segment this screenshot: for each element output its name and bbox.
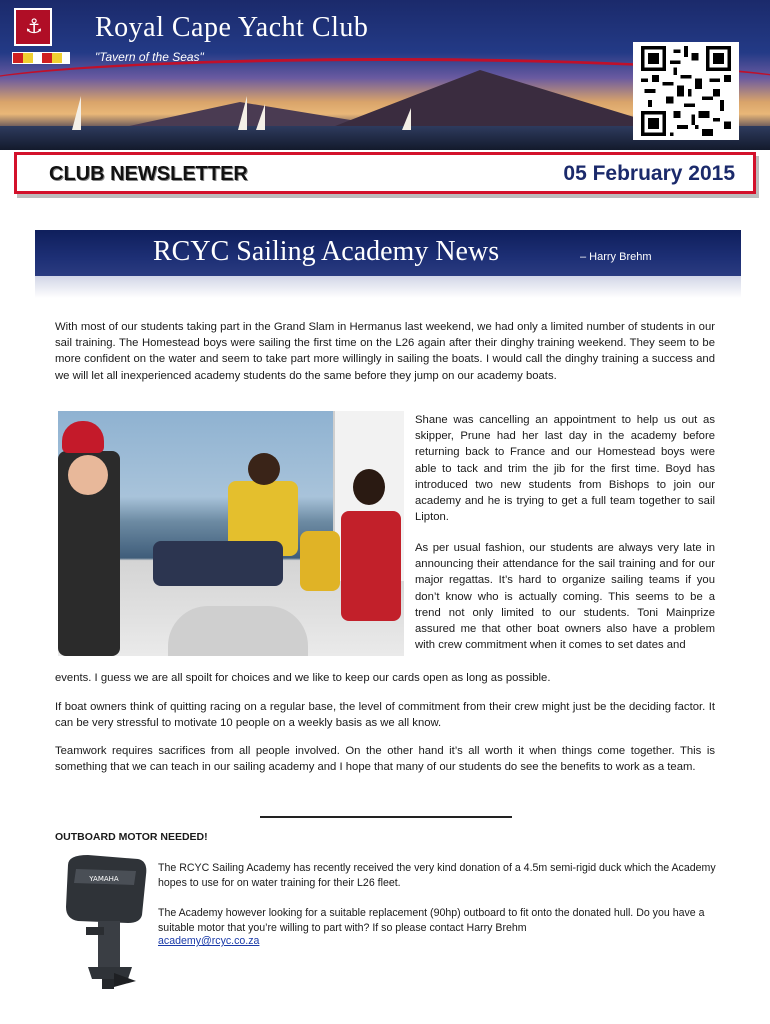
photo-face xyxy=(353,469,385,505)
club-burgee-icon xyxy=(14,8,52,46)
sailboat-icon xyxy=(72,96,81,130)
article-paragraph: Teamwork requires sacrifices from all people involved. On the other hand it’s all worth it when things come together. This is something that we can teach in our sailing academy and I hope that many of our students do see the benefits to work as a team. xyxy=(55,745,715,774)
newsletter-title-bar xyxy=(14,152,756,194)
qr-code-icon xyxy=(637,46,735,136)
sailboat-icon xyxy=(238,96,247,130)
article-header-reflection xyxy=(35,276,741,298)
article-byline: – Harry Brehm xyxy=(580,251,652,263)
sailboat-icon xyxy=(402,108,411,130)
header-banner xyxy=(0,0,770,150)
signal-pennant-icon xyxy=(12,52,70,64)
photo-legs xyxy=(153,541,283,586)
article-title: RCYC Sailing Academy News xyxy=(153,236,500,267)
club-tagline: "Tavern of the Seas" xyxy=(95,50,204,64)
photo-face xyxy=(68,455,108,495)
notice-paragraph: The RCYC Sailing Academy has recently received the very kind donation of a 4.5m semi-rigid duck which the Academy hopes to use for on water training for their L26 fleet. xyxy=(158,862,716,889)
article-paragraph: As per usual fashion, our students are always very late in announcing their attendance for the sail training and for our major regattas. It’s hard to organize sailing teams if you don’t know who is actually coming. This seems to be a trend not only limited to our students. Toni Mainprize assured me that other boat owners also have a problem with crew commitment when it comes to set dates and xyxy=(415,542,715,652)
notice-heading: OUTBOARD MOTOR NEEDED! xyxy=(55,831,208,843)
club-name: Royal Cape Yacht Club xyxy=(95,12,369,43)
contact-email-link[interactable]: academy@rcyc.co.za xyxy=(158,935,260,947)
article-header xyxy=(35,230,741,276)
motor-brand: YAMAHA xyxy=(89,875,119,883)
photo-lifejacket xyxy=(300,531,340,591)
newsletter-label: CLUB NEWSLETTER xyxy=(49,163,248,185)
photo-winch-deck xyxy=(168,606,308,656)
section-divider xyxy=(260,816,512,818)
article-paragraph: If boat owners think of quitting racing on a regular base, the level of commitment from their crew might just be the deciding factor. It can be very stressful to motivate 10 people on a weekly basis as we all know. xyxy=(55,701,715,730)
photo-face xyxy=(248,453,280,485)
sailboat-icon xyxy=(256,104,265,130)
article-paragraph: With most of our students taking part in the Grand Slam in Hermanus last weekend, we had only a limited number of students in our sail training. The Homestead boys were sailing the first time on the L26 again after their dinghy training weekend. They seem to be more confident on the water and seem to take part more willingly in sailing the boats. I would call the dinghy training a success and we will let all inexperienced academy students do the same before they jump on our academy boats. xyxy=(55,321,715,382)
photo-cap xyxy=(62,421,104,453)
article-paragraph: events. I guess we are all spoilt for choices and we like to keep our cards open as long as possible. xyxy=(55,672,551,684)
qr-code[interactable] xyxy=(633,42,739,140)
photo-shirt xyxy=(341,511,401,621)
anchor-icon: ⚓ xyxy=(25,14,43,38)
newsletter-date: 05 February 2015 xyxy=(563,162,735,185)
notice-paragraph: The Academy however looking for a suitable replacement (90hp) outboard to fit onto the donated hull. Do you have a suitable motor that you’re willing to part with? If so please contact Harry Brehm xyxy=(158,907,705,934)
sailing-students-photo xyxy=(58,411,404,656)
outboard-motor-image xyxy=(58,855,150,990)
article-paragraph: Shane was cancelling an appointment to help us out as skipper, Prune had her last day in the academy before returning back to France and our Homestead boys were able to tack and trim the jib for the first time. Boyd has introduced two new students from Bishops to join our academy and he is trying to get a full team together to sail Lipton. xyxy=(415,414,715,524)
table-mountain-shape xyxy=(330,70,670,128)
